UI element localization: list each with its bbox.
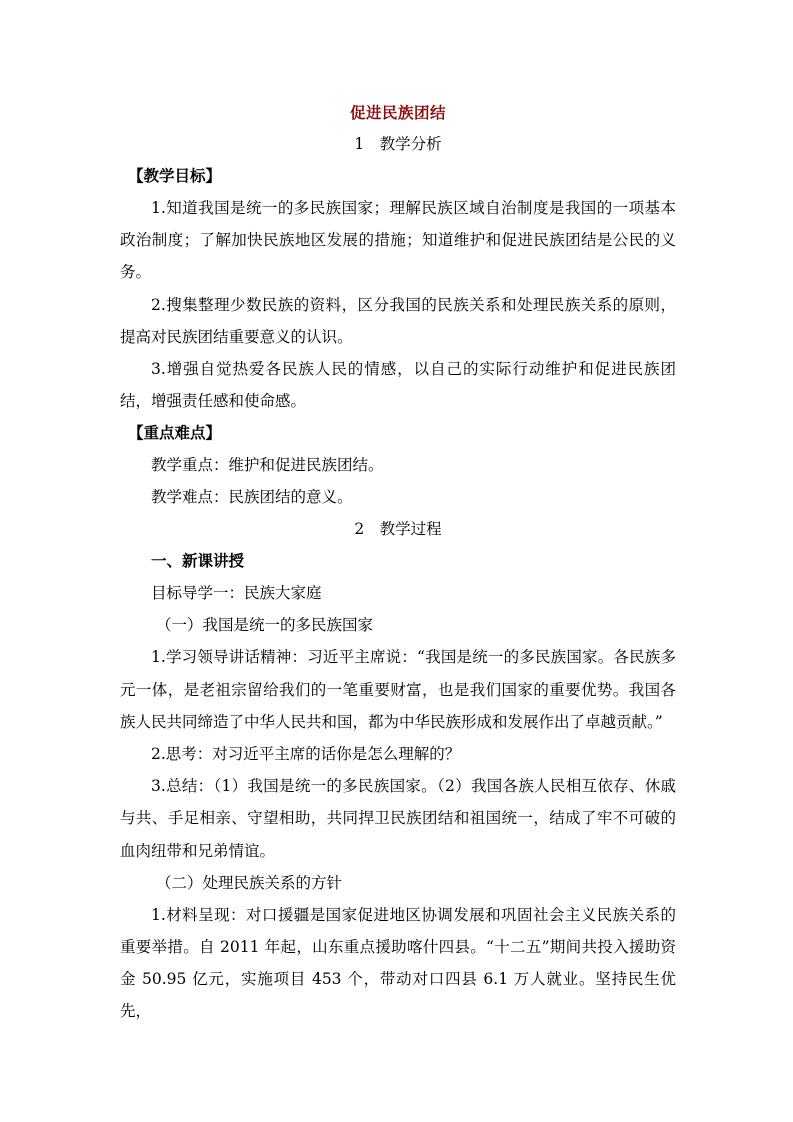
paragraph-think: 2.思考：对习近平主席的话你是怎么理解的？ (151, 745, 461, 764)
goals-heading: 【教学目标】 (128, 166, 222, 185)
goal-paragraph-3: 3.增强自觉热爱各民族人民的情感，以自己的实际行动维护和促进民族团结，增强责任感和使命感。 (120, 360, 676, 411)
paragraph-material: 1.材料呈现：对口援疆是国家促进地区协调发展和巩固社会主义民族关系的重要举措。自 2011 年起，山东重点援助喀什四县。“十二五”期间共投入援助资金 50.95 亿元，实施项目 453 个，带动对口四县 6.1 万人就业。坚持民生优先， (120, 905, 676, 1021)
paragraph-leader-speech: 1.学习领导讲话精神：习近平主席说：“我国是统一的多民族国家。各民族多元一体，是老祖宗留给我们的一笔重要财富，也是我们国家的重要优势。我国各族人民共同缔造了中华人民共和国，都为中华民族形成和发展作出了卓越贡献。” (120, 648, 676, 731)
target-guide-line: 目标导学一：民族大家庭 (151, 584, 322, 603)
new-lesson-heading: 一、新课讲授 (151, 551, 245, 571)
document-title: 促进民族团结 (349, 103, 446, 122)
key-points-heading: 【重点难点】 (128, 423, 222, 443)
document-body (120, 98, 676, 1028)
key-point-line: 教学重点：维护和促进民族团结。 (151, 456, 384, 475)
subheading-multi-ethnic-country: （一）我国是统一的多民族国家 (156, 616, 374, 635)
section-heading-analysis: 1 教学分析 (354, 135, 442, 153)
section-heading-process: 2 教学过程 (354, 520, 442, 539)
difficult-point-line: 教学难点：民族团结的意义。 (151, 488, 353, 507)
subheading-ethnic-policy: （二）处理民族关系的方针 (156, 873, 343, 892)
paragraph-summary: 3.总结：（1）我国是统一的多民族国家。（2）我国各族人民相互依存、休戚与共、手足相亲、守望相助，共同捍卫民族团结和祖国统一，结成了牢不可破的血肉纽带和兄弟情谊。 (120, 777, 676, 860)
goal-paragraph-2: 2.搜集整理少数民族的资料，区分我国的民族关系和处理民族关系的原则，提高对民族团结重要意义的认识。 (120, 295, 676, 346)
goal-paragraph-1: 1.知道我国是统一的多民族国家；理解民族区域自治制度是我国的一项基本政治制度；了解加快民族地区发展的措施；知道维护和促进民族团结是公民的义务。 (120, 199, 676, 282)
